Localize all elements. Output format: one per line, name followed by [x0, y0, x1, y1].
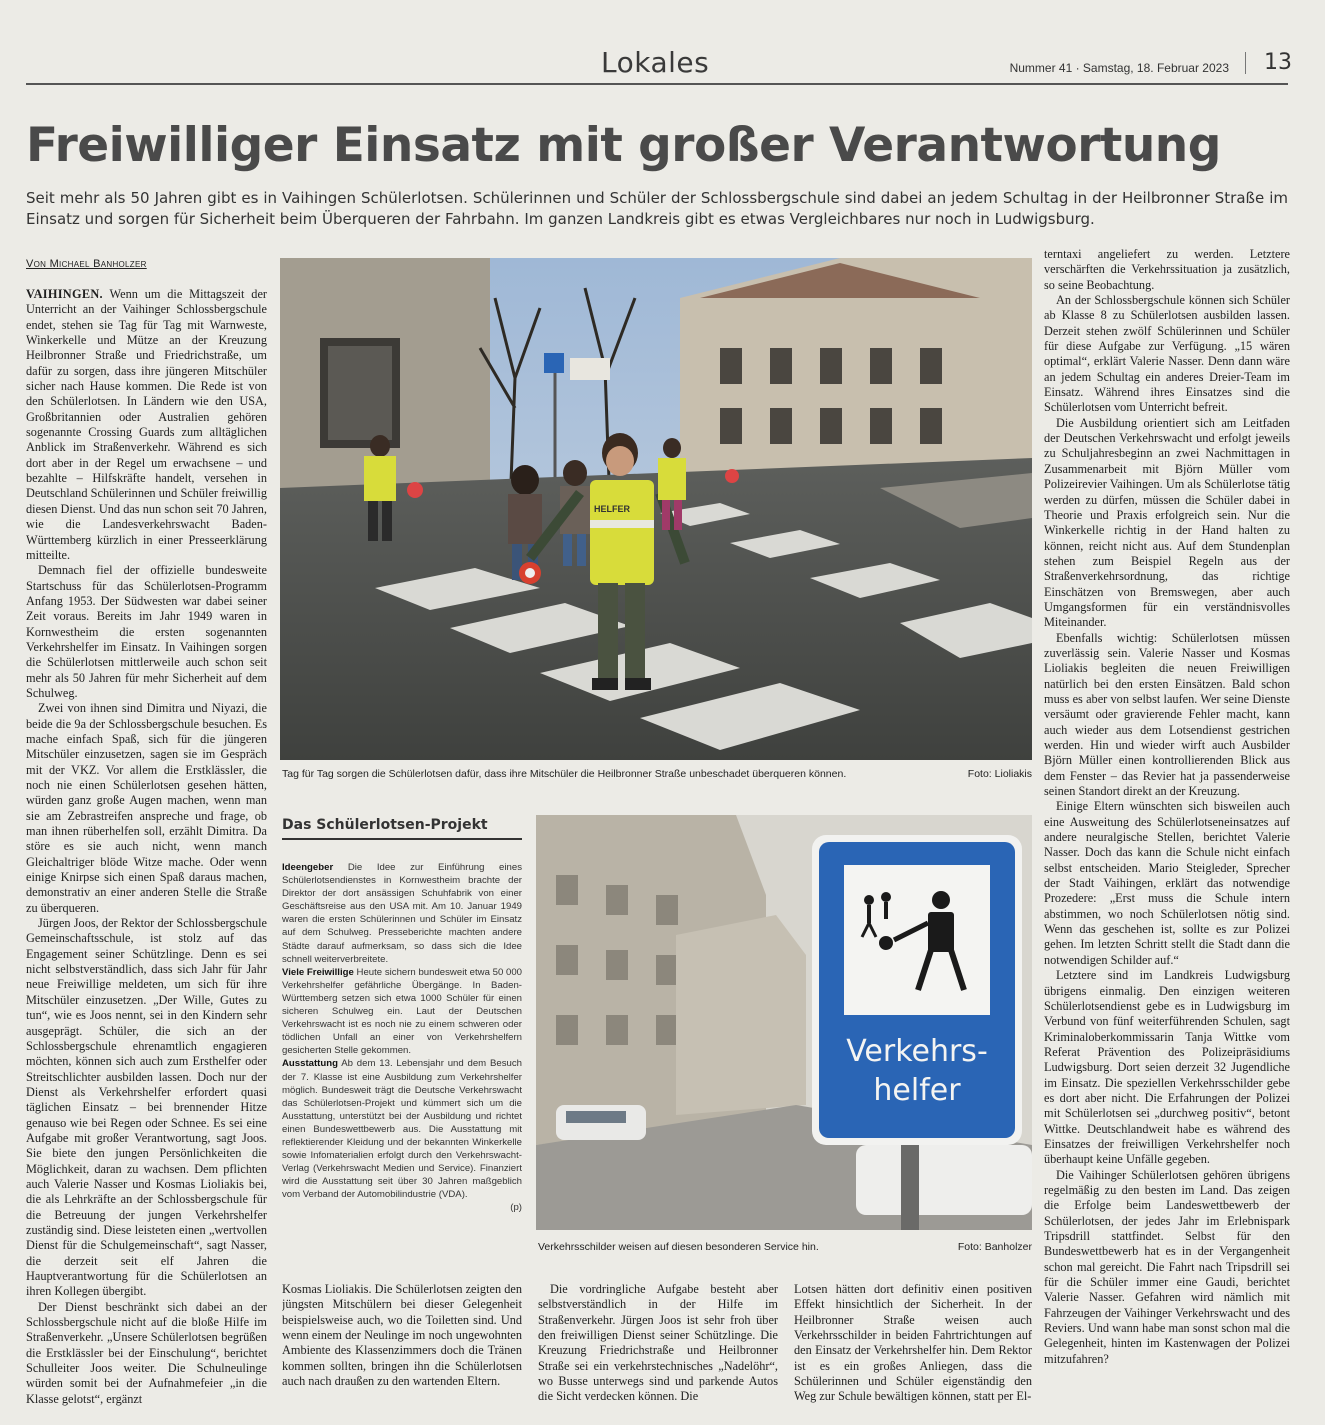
paragraph: Die vordringliche Aufgabe besteht aber selbstverständlich in der Hilfe im Straßenverkehr. Jürgen Joos ist sehr froh über den freiwilligen Dienst seiner Schützlinge. Die Kreuzung Friedrichstraße und Heilbronner Straße sei ein verkehrstechnisches „Nadelöhr“, wo Busse unterwegs sind und parkende Autos die Sicht verdecken können. Die	[538, 1282, 778, 1404]
infobox-title: Das Schülerlotsen-Projekt	[282, 817, 488, 833]
paragraph: Letztere sind im Landkreis Ludwigsburg übrigens einmalig. Den einzigen weiteren Schülerlotsendienst gebe es in Ludwigsburg im Verbund von fünf weiterführenden Schulen, sagt Kriminaloberkommissarin Tanja Wittke vom Referat Prävention des Polizeipräsidiums Ludwigsburg. Dort seien derzeit 32 Jugendliche im Einsatz. Die speziellen Verkehrsschilder gebe es dort aber nicht. Die Erfahrungen der Polizei mit Schülerlotsen sei „durchweg positiv“, betont Wittke. Deutschlandweit habe es während des Einsatzes der freiwilligen Verkehrshelfer noch überhaupt keine Unfälle gegeben.	[1044, 968, 1290, 1167]
article-column-5	[1044, 247, 1290, 1407]
infobox-term: Ideengeber	[282, 862, 334, 873]
paragraph: Die Ausbildung orientiert sich am Leitfaden der Deutschen Verkehrswacht und erfolgt jeweils zu Schuljahresbeginn an zwei Nachmittagen in Zusammenarbeit mit Björn Müller vom Polizeirevier Vaihingen. Um als Schülerlotse tätig werden zu dürfen, müssen die Schüler dabei in Theorie und Praxis erfolgreich sein. Nur die Winkerkelle richtig in der Hand halten zu können, reicht nicht aus. Auf dem Stundenplan stehen zum Beispiel Regeln aus der Straßenverkehrsordnung, das richtige Einschätzen von Bremswegen, aber auch Umgangsformen für ein verständnisvolles Miteinander.	[1044, 415, 1290, 630]
dateline: VAIHINGEN.	[26, 287, 103, 301]
article-column-4-bottom	[794, 1282, 1032, 1412]
paragraph: Ebenfalls wichtig: Schülerlotsen müssen zuverlässig sein. Valerie Nasser und Kosmas Lioliakis begleiten die neuen Freiwilligen natürlich bei den ersten Einsätzen. Bald schon muss es aber von selbst laufen. Wer seine Dienste versäumt oder gravierende Fehler macht, kann auch wieder aus dem Lotsendienst gestrichen werden. Hin und wieder wirft auch Ausbilder Björn Müller einen kontrollierenden Blick aus dem Fenster – das Revier hat ja passenderweise seinen Standort direkt an der Kreuzung.	[1044, 630, 1290, 799]
infobox-term: Viele Freiwillige	[282, 966, 354, 978]
infobox-term: Ausstattung	[282, 1058, 338, 1070]
paragraph: Jürgen Joos, der Rektor der Schlossbergschule Gemeinschaftsschule, ist stolz auf das Engagement seiner Schützlinge. Denn es sei nicht selbstverständlich, dass sich Jahr für Jahr neue Freiwillige meldeten, um sich für ihre Mitschüler einzusetzen. „Der Wille, Gutes zu tun“, wie es Joos nennt, sei in den Kindern sehr ausgeprägt. Schüler, die sich an der Schlossbergschule ehrenamtlich engagieren möchten, können sich auch zum Ersthelfer oder Streitschlichter ausbilden lassen. Doch nur der Dienst als Verkehrshelfer erfordert quasi täglichen Einsatz – bei brennender Hitze genauso wie bei Regen oder Schnee. Es sei eine Aufgabe mit großer Verantwortung, sagt Joos. Sie biete den jungen Persönlichkeiten die Möglichkeit, daran zu wachsen. Dem pflichten auch Valerie Nasser und Kosmas Lioliakis bei, die als Lehrkräfte an der Schlossbergschule für die Betreuung der jungen Verkehrshelfer zuständig sind. Diese leisteten einen „wertvollen Dienst für die Schulgemeinschaft“, sagt Nasser, die derzeit seit elf Jahren die Hauptverantwortung für die Schülerlotsen an ihren Kollegen übergibt.	[26, 916, 267, 1299]
header-divider	[1245, 52, 1246, 74]
paragraph: Zwei von ihnen sind Dimitra und Niyazi, die beide die 9a der Schlossbergschule besuchen. Es mache einfach Spaß, sich für die jüngeren Mitschüler einzusetzen, sagen sie im Gespräch mit der VKZ. Vor allem die Erstklässler, die noch nie einen Schülerlotsen gesehen hätten, würden ganz große Augen machen, wenn man sie am Zebrastreifen anspreche und frage, ob man ihnen rüberhelfen soll, erzählt Dimitra. Da störe es sie auch nicht, wenn manch Gleichaltriger blöde Witze mache. Oder wenn einige Knirpse sich einen Spaß daraus machen, demonstrativ an einer anderen Stelle die Straße zu überqueren.	[26, 701, 267, 915]
paragraph: Der Dienst beschränkt sich dabei an der Schlossbergschule nicht auf die bloße Hilfe im Straßenverkehr. „Unsere Schülerlotsen begrüßen die Erstklässler bei der Einschulung“, berichtet Schulleiter Joos weiter. Die Schulneulinge würden somit bei der Aufnahmefeier „in die Klasse gelotst“, ergänzt	[26, 1299, 267, 1406]
photo-caption: Verkehrsschilder weisen auf diesen besonderen Service hin.	[538, 1241, 819, 1253]
infobox-item: Ideengeber Die Idee zur Einführung eines Schülerlotsendienstes in Kornwestheim brachte der Direktor der dort ansässigen Schuhfabrik von einer Geschäftsreise aus den USA mit. Am 10. Januar 1949 waren die ersten Schülerinnen und Schüler im Einsatz auf dem Schulweg. Presseberichte machten andere Städte darauf aufmerksam, so dass sich die Idee schnell weiterverbreitete.	[282, 862, 522, 965]
page-number: 13	[1264, 50, 1292, 75]
lead-paragraph: Seit mehr als 50 Jahren gibt es in Vaihingen Schülerlotsen. Schülerinnen und Schüler der Schlossbergschule sind dabei an jedem Schultag in der Heilbronner Straße im Einsatz und sorgen für Sicherheit beim Überqueren der Fahrbahn. Im ganzen Landkreis gibt es etwas Vergleichbares nur noch in Ludwigsburg.	[26, 189, 1288, 228]
infobox-rule	[282, 838, 522, 840]
infobox-item: Ausstattung Ab dem 13. Lebensjahr und dem Besuch der 7. Klasse ist eine Ausbildung zum Verkehrshelfer möglich. Bundesweit trägt die Deutsche Verkehrswacht das Schülerlotsen-Projekt und kümmert sich um die Ausstattung, unterstützt bei der Ausbildung und richtet einen Bundeswettbewerb aus. Die Ausstattung mit reflektierender Kleidung und der bekannten Winkerkelle sowie Infomaterialien erfolgt durch den Verkehrswacht-Verlag (Verkehrswacht Medien und Service). Finanziert wird die Ausstattung seit über 30 Jahren maßgeblich vom Verband der Automobilindustrie (VDA).	[282, 1058, 522, 1201]
section-title: Lokales	[601, 46, 710, 79]
paragraph: terntaxi angeliefert zu werden. Letztere verschärften die Verkehrssituation ja zusätzlich, so seine Beobachtung.	[1044, 247, 1290, 292]
headline: Freiwilliger Einsatz mit großer Verantwortung	[26, 118, 1221, 173]
photo-credit: Foto: Banholzer	[957, 1241, 1032, 1253]
article-column-3-bottom	[538, 1282, 778, 1412]
paragraph: Kosmas Lioliakis. Die Schülerlotsen zeigten den jüngsten Mitschülern bei dieser Gelegenheit beispielsweise auch, wo die Toiletten sind. Und wenn einem der Neulinge im noch ungewohnten Ambiente des Klassenzimmers doch die Tränen kommen sollten, bringen ihn die Schülerlotsen auch nach draußen zu den wartenden Eltern.	[282, 1282, 522, 1389]
header-rule	[26, 83, 1288, 85]
traffic-sign-illustration	[536, 815, 1032, 1230]
crosswalk-illustration	[280, 258, 1032, 760]
sign-text-line1: Verkehrs-	[846, 1034, 988, 1069]
paragraph: VAIHINGEN. Wenn um die Mittagszeit der Unterricht an der Vaihinger Schlossbergschule endet, stehen sie Tag für Tag mit Warnweste, Winkerkelle und Mütze an der Kreuzung Heilbronner Straße und Friedrichstraße, um dafür zu sorgen, dass ihre jüngeren Mitschüler sicher nach Hause kommen. Die Rede ist von den Schülerlotsen. In Ländern wie den USA, Großbritannien oder Australien gehören sogenannte Crossing Guards zum alltäglichen Anblick im Straßenverkehr. Während es sich dort aber in der Regel um erwachsene – und bezahlte – Hilfskräfte handelt, versehen in Deutschland Schülerinnen und Schüler freiwillig diesen Dienst. Und das nun schon seit 70 Jahren, wie die Landesverkehrswacht Baden-Württemberg kürzlich in einer Presseerklärung mitteilte.	[26, 287, 267, 562]
paragraph: Lotsen hätten dort definitiv einen positiven Effekt hinsichtlich der Sicherheit. In der Heilbronner Straße weisen auch Verkehrsschilder in beiden Fahrtrichtungen auf den Einsatz der Verkehrshelfer hin. Dem Rektor ist es ein großes Anliegen, dass die Schülerinnen und Schüler eigenständig den Weg zur Schule bewältigen können, statt per El-	[794, 1282, 1032, 1404]
sign-text-line2: helfer	[873, 1073, 961, 1108]
vest-label: HELFER	[594, 504, 630, 514]
photo-credit: Foto: Lioliakis	[967, 768, 1032, 780]
paragraph: Einige Eltern wünschten sich bisweilen auch eine Ausweitung des Schülerlotseneinsatzes auf andere neuralgische Stellen, berichtet Valerie Nasser. Doch das kann die Schule nicht einfach selbst entscheiden. Mario Steigleder, Sprecher der Stadt Vaihingen, erklärt das notwendige Prozedere: „Erst muss die Schule intern abstimmen, wo noch Schülerlotsen nötig sind. Wenn das geschehen ist, sollte es zur Polizei gehen. Im letzten Schritt stellt die Stadt dann die notwendigen Schilder auf.“	[1044, 799, 1290, 967]
infobox-end-mark: (p)	[510, 1202, 522, 1214]
byline: Von Michael Banholzer	[26, 258, 147, 270]
infobox-item: Viele Freiwillige Heute sichern bundesweit etwa 50 000 Verkehrshelfer gefährliche Übergänge. In Baden-Württemberg setzen sich etwa 1000 Schüler für einen sicheren Schulweg ein. Laut der Deutschen Verkehrswacht ist es noch nie zu einem schweren oder tödlichen Unfall an einer von Verkehrshelfern gesicherten Stelle gekommen.	[282, 966, 522, 1057]
photo-caption: Tag für Tag sorgen die Schülerlotsen dafür, dass ihre Mitschüler die Heilbronner Straße unbeschadet überqueren können.	[282, 768, 847, 780]
photo-crosswalk	[280, 258, 1032, 760]
issue-info: Nummer 41 · Samstag, 18. Februar 2023	[1009, 61, 1229, 75]
article-column-2-bottom	[282, 1282, 522, 1412]
infobox	[282, 861, 522, 1259]
paragraph: Die Vaihinger Schülerlotsen gehören übrigens regelmäßig zu den besten im Land. Das zeigen die Erfolge beim Landeswettbewerb der Schülerlotsen, der jedes Jahr im Erlebnispark Tripsdrill stattfindet. Selbst für den Bundeswettbewerb hat es in der Vergangenheit schon mal gereicht. Die Fahrt nach Tripsdrill sei für die Schüler immer eine Gaudi, berichtet Valerie Nasser. Gefahren wird nämlich mit Fahrzeugen der Vaihinger Verkehrswacht und des Reviers. Und wann habe man sonst schon mal die Gelegenheit, hinten im Kastenwagen der Polizei mitzufahren?	[1044, 1167, 1290, 1366]
article-column-1	[26, 287, 267, 1412]
paragraph: An der Schlossbergschule können sich Schüler ab Klasse 8 zu Schülerlotsen ausbilden lassen. Derzeit stehen zwölf Schülerinnen und Schüler für diese Aufgabe zur Verfügung. „15 wären optimal“, erklärt Valerie Nasser. Denn dann wäre an jedem Schultag ein anderes Dreier-Team im Einsatz. Während ihres Einsatzes sind die Schülerlotsen vom Unterricht befreit.	[1044, 293, 1290, 415]
paragraph: Demnach fiel der offizielle bundesweite Startschuss für das Schülerlotsen-Programm Anfang 1953. Der Südwesten war dabei seiner Zeit voraus. Bereits im Jahr 1949 waren in Kornwestheim die ersten sogenannten Verkehrshelfer im Einsatz. In Vaihingen sorgen die Schülerlotsen mittlerweile auch schon seit mehr als 50 Jahren für mehr Sicherheit auf dem Schulweg.	[26, 563, 267, 700]
photo-traffic-sign	[536, 815, 1032, 1230]
